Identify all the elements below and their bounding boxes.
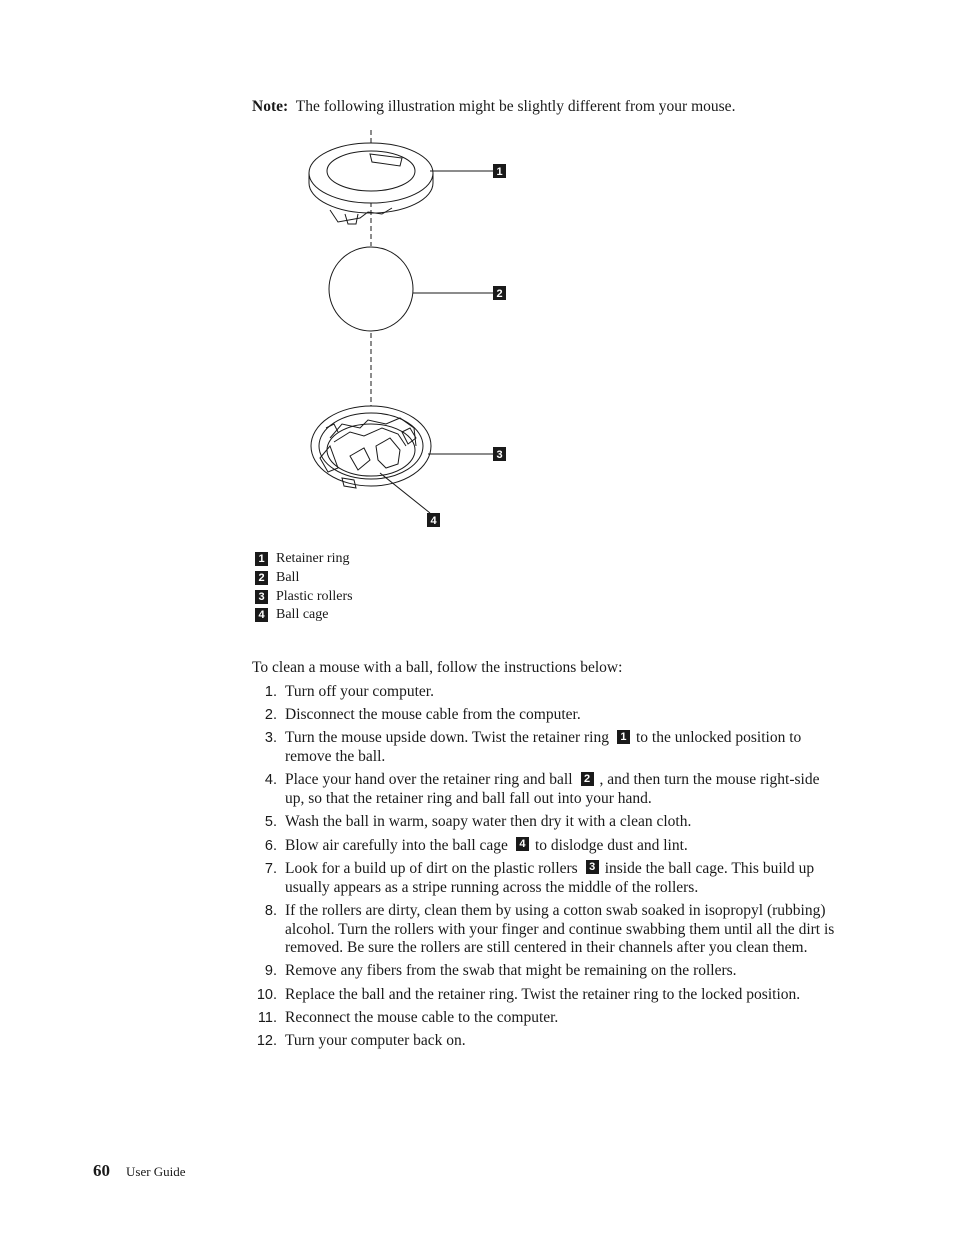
inline-callout: 3 xyxy=(586,860,599,874)
document-title: User Guide xyxy=(126,1164,186,1179)
legend-callout: 3 xyxy=(255,590,268,604)
callout-4-label: 4 xyxy=(430,515,437,527)
list-item xyxy=(250,860,840,898)
step-text xyxy=(285,860,840,898)
legend-callout: 1 xyxy=(255,552,268,566)
figure-legend xyxy=(255,550,353,625)
step-number: 9. xyxy=(264,963,277,980)
step-text: If the rollers are dirty, clean them by using a cotton swab soaked in isopropyl (rubbing) alcohol. Turn the rollers with your finger and continue swabbing them until all the dirt is removed. Be sure the rollers are still centered in their channels after you clean them. xyxy=(285,901,835,957)
legend-label: Retainer ring xyxy=(276,551,350,567)
inline-callout: 2 xyxy=(581,772,594,786)
step-text xyxy=(285,771,840,809)
step-text-after: , and then turn the mouse right-side up, so that the retainer ring and ball fall out into your hand. xyxy=(285,771,820,808)
list-item xyxy=(250,1032,840,1051)
step-number: 12. xyxy=(256,1033,277,1050)
note-paragraph xyxy=(252,98,735,116)
legend-item xyxy=(255,550,353,569)
page-footer xyxy=(93,1161,186,1181)
note-label: Note: xyxy=(252,98,289,115)
step-number: 5. xyxy=(264,814,277,831)
list-item xyxy=(250,837,840,856)
list-item xyxy=(250,902,840,958)
legend-item xyxy=(255,587,353,606)
step-text: Reconnect the mouse cable to the computer. xyxy=(285,1008,559,1026)
legend-callout: 2 xyxy=(255,571,268,585)
step-text-before: Place your hand over the retainer ring and ball xyxy=(285,771,573,789)
step-text-after: inside the ball cage. This build up usually appears as a stripe running across the middle of the rollers. xyxy=(285,859,815,896)
step-text: Remove any fibers from the swab that might be remaining on the rollers. xyxy=(285,962,737,980)
step-number: 11. xyxy=(257,1009,277,1026)
legend-label: Ball cage xyxy=(276,607,329,623)
legend-label: Plastic rollers xyxy=(276,588,353,604)
step-text: Disconnect the mouse cable from the computer. xyxy=(285,706,581,724)
mouse-ball-illustration xyxy=(290,128,530,538)
note-text: The following illustration might be slightly different from your mouse. xyxy=(295,98,736,115)
list-item xyxy=(250,683,840,702)
ball-drawing xyxy=(329,247,413,331)
step-text-after: to the unlocked position to remove the ball. xyxy=(285,729,802,766)
callout-1-label: 1 xyxy=(496,166,503,178)
step-text: Turn off your computer. xyxy=(285,683,434,700)
step-number: 2. xyxy=(264,707,277,724)
step-number: 6. xyxy=(264,837,277,854)
list-item xyxy=(250,813,840,832)
step-text: Turn your computer back on. xyxy=(285,1032,466,1050)
intro-paragraph: To clean a mouse with a ball, follow the instructions below: xyxy=(252,659,623,676)
inline-callout: 1 xyxy=(617,730,630,744)
legend-item xyxy=(255,569,353,588)
step-text: Replace the ball and the retainer ring. Twist the retainer ring to the locked position. xyxy=(285,985,801,1003)
inline-callout: 4 xyxy=(516,837,529,851)
step-text-after: to dislodge dust and lint. xyxy=(534,836,688,854)
list-item xyxy=(250,771,840,809)
list-item xyxy=(250,1009,840,1028)
step-text-before: Turn the mouse upside down. Twist the retainer ring xyxy=(285,729,609,747)
step-number: 4. xyxy=(264,772,277,789)
step-number: 1. xyxy=(264,684,277,700)
step-number: 3. xyxy=(264,730,277,747)
legend-callout: 4 xyxy=(255,608,268,622)
instruction-list xyxy=(250,683,840,1055)
callout-2-label: 2 xyxy=(496,288,503,300)
list-item xyxy=(250,729,840,767)
list-item xyxy=(250,706,840,725)
callout-3-label: 3 xyxy=(496,449,503,461)
step-text-before: Blow air carefully into the ball cage xyxy=(285,836,508,854)
step-text xyxy=(285,837,840,856)
list-item xyxy=(250,962,840,981)
ball-cage-drawing xyxy=(311,406,431,488)
step-number: 7. xyxy=(264,860,277,877)
legend-item xyxy=(255,606,353,625)
step-text xyxy=(285,729,840,767)
list-item xyxy=(250,986,840,1005)
step-text: Wash the ball in warm, soapy water then dry it with a clean cloth. xyxy=(285,813,692,831)
step-number: 10. xyxy=(256,986,277,1003)
page-number: 60 xyxy=(93,1161,110,1180)
step-text-before: Look for a build up of dirt on the plastic rollers xyxy=(285,859,578,877)
legend-label: Ball xyxy=(276,570,300,586)
step-number: 8. xyxy=(264,902,277,919)
